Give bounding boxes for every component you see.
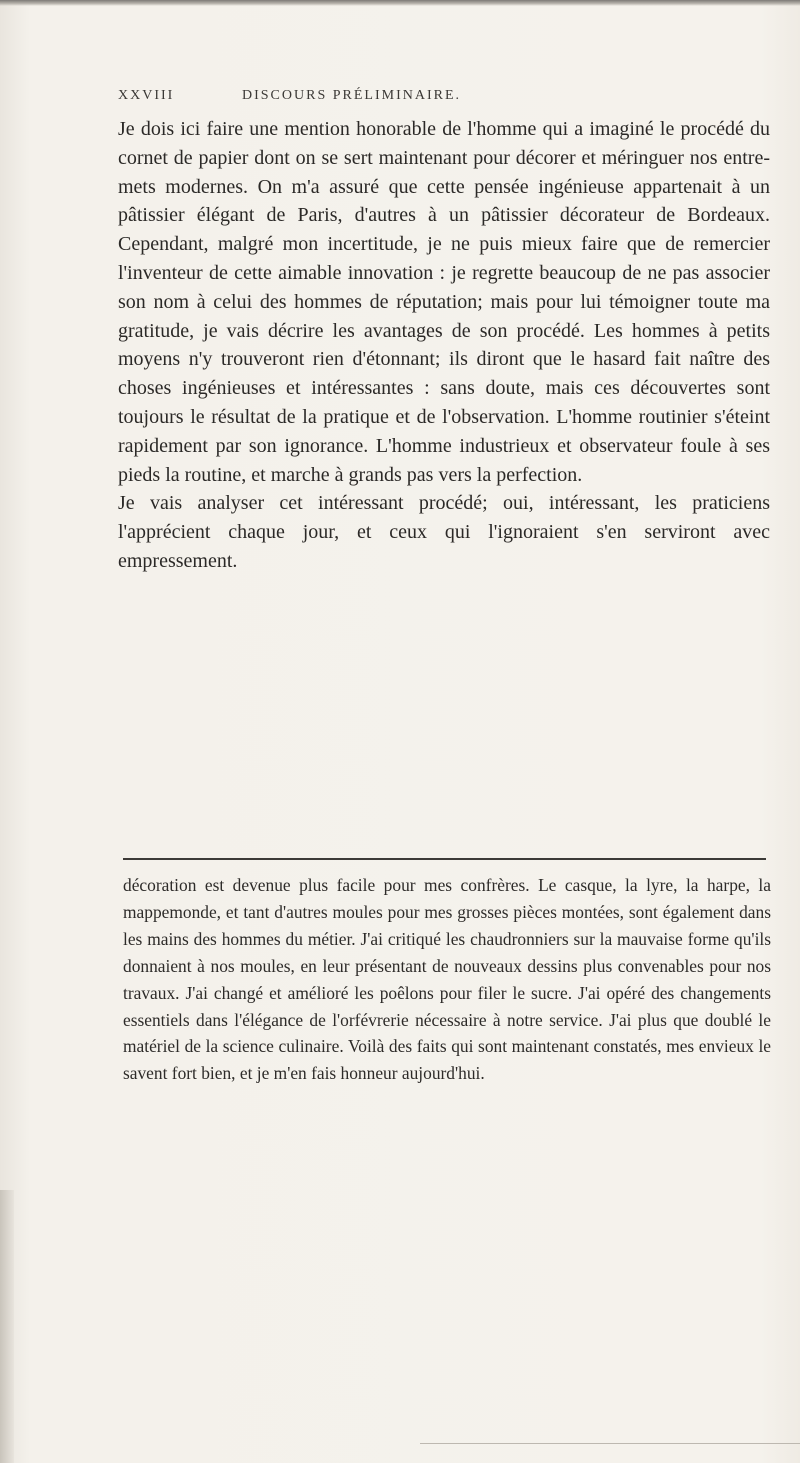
paragraph-2: Je vais analyser cet intéressant procédé; oui, intéressant, les praticiens l'apprécient chaque jour, et ceux qui l'ignoraient s'en serviront avec empressement. [118, 492, 770, 572]
main-text [118, 115, 770, 576]
page-top-edge [0, 0, 800, 6]
running-title: DISCOURS PRÉLIMINAIRE. [242, 88, 462, 103]
running-head [118, 88, 678, 110]
page-number: XXVIII [118, 88, 175, 103]
footnote [123, 872, 771, 1087]
page-binding-edge [0, 1190, 14, 1463]
footnote-text: décoration est devenue plus facile pour mes confrères. Le casque, la lyre, la harpe, la mappemonde, et tant d'autres moules pour mes grosses pièces montées, sont également dans les mains des hommes du métier. J'ai critiqué les chaudronniers sur la mauvaise forme qu'ils donnaient à nos moules, en leur présentant de nouveaux dessins plus convenables pour nos travaux. J'ai changé et amélioré les poêlons pour filer le sucre. J'ai opéré des changements essentiels dans l'élégance de l'orfévrerie nécessaire à notre service. J'ai plus que doublé le matériel de la science culinaire. Voilà des faits qui sont maintenant constatés, mes envieux le savent fort bien, et je m'en fais honneur aujourd'hui. [123, 875, 771, 1084]
footnote-rule [123, 858, 766, 860]
page-bottom-edge [420, 1443, 800, 1444]
paragraph-1: Je dois ici faire une mention honorable de l'homme qui a imaginé le procédé du cornet de papier dont on se sert maintenant pour décorer et méringuer nos entre-mets modernes. On m'a assuré que cette pensée ingénieuse appartenait à un pâtissier élégant de Paris, d'autres à un pâtissier décorateur de Bordeaux. Cependant, malgré mon incertitude, je ne puis mieux faire que de remercier l'inventeur de cette aimable innovation : je regrette beaucoup de ne pas associer son nom à celui des hommes de réputation; mais pour lui témoigner toute ma gratitude, je vais décrire les avantages de son procédé. Les hommes à petits moyens n'y trouveront rien d'étonnant; ils diront que le hasard fait naître des choses ingénieuses et intéressantes : sans doute, mais ces découvertes sont toujours le résultat de la pratique et de l'observation. L'homme routinier s'éteint rapidement par son ignorance. L'homme industrieux et observateur foule à ses pieds la routine, et marche à grands pas vers la perfection. [118, 118, 770, 486]
